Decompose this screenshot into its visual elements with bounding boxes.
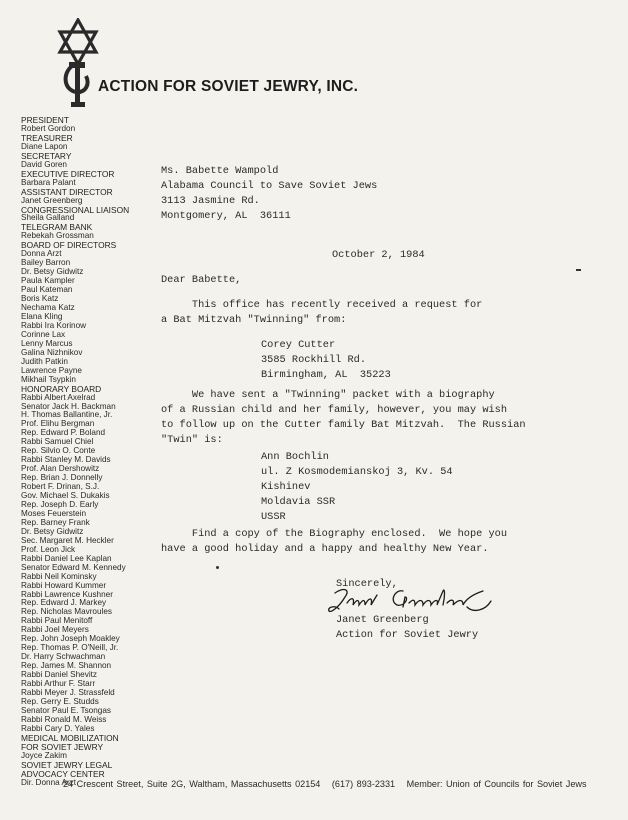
- organization-name: ACTION FOR SOVIET JEWRY, INC.: [98, 78, 359, 95]
- twin-address: [261, 450, 453, 525]
- roster-name: Rabbi Cary D. Yales: [21, 723, 95, 733]
- roster-name: Rep. Edward P. Boland: [21, 428, 106, 438]
- roster-name: Elana Kling: [21, 311, 63, 321]
- roster-name: Lawrence Payne: [21, 365, 82, 375]
- roster-heading: EXECUTIVE DIRECTOR: [21, 168, 115, 179]
- roster-name: Rep. James M. Shannon: [21, 661, 112, 671]
- para2-line: "Twin" is:: [161, 434, 223, 446]
- roster-name: Prof. Leon Jick: [21, 544, 76, 554]
- roster-name: Gov. Michael S. Dukakis: [21, 491, 110, 501]
- recipient-line: Ms. Babette Wampold: [161, 165, 279, 177]
- roster-name: Robert F. Drinan, S.J.: [21, 482, 100, 492]
- roster-name: Rebekah Grossman: [21, 231, 94, 241]
- roster-name: Rep. Nicholas Mavroules: [21, 607, 113, 617]
- roster-name: Donna Arzt: [21, 249, 62, 259]
- paragraph-2: [161, 388, 526, 448]
- roster-name: Dr. Betsy Gidwitz: [21, 526, 84, 536]
- ink-mark: [576, 269, 581, 271]
- roster-name: H. Thomas Ballantine, Jr.: [21, 410, 113, 420]
- roster-name: Barbara Palant: [21, 177, 76, 187]
- para2-line: of a Russian child and her family, however, you may wish: [161, 404, 508, 416]
- roster-name: Lenny Marcus: [21, 338, 73, 348]
- roster-name: Rabbi Albert Axelrad: [21, 392, 96, 402]
- roster-name: Corinne Lax: [21, 329, 66, 339]
- signer-name: Janet Greenberg: [336, 614, 429, 626]
- footer-address: 24 Crescent Street, Suite 2G, Waltham, Massachusetts 02154: [63, 779, 321, 789]
- ink-mark: [216, 566, 219, 569]
- roster-heading: SECRETARY: [21, 150, 72, 161]
- roster-name: Rep. Thomas P. O'Neill, Jr.: [21, 643, 119, 653]
- roster-name: Rep. Edward J. Markey: [21, 598, 107, 608]
- roster-heading: ADVOCACY CENTER: [21, 768, 105, 779]
- roster-heading: SOVIET JEWRY LEGAL: [21, 759, 113, 770]
- roster-name: Rabbi Daniel Lee Kaplan: [21, 553, 112, 563]
- roster-name: Bailey Barron: [21, 258, 71, 268]
- paragraph-1: [161, 298, 482, 328]
- roster-name: Sheila Galland: [21, 213, 75, 223]
- salutation: Dear Babette,: [161, 274, 242, 286]
- para3-line: have a good holiday and a happy and healthy New Year.: [161, 543, 489, 555]
- roster-name: Moses Feuerstein: [21, 508, 87, 518]
- roster-name: Dr. Betsy Gidwitz: [21, 267, 84, 277]
- roster-name: Janet Greenberg: [21, 195, 83, 205]
- roster-name: Paul Kateman: [21, 285, 73, 295]
- para2-line: to follow up on the Cutter family Bat Mitzvah. The Russian: [161, 419, 526, 431]
- para1-line: This office has recently received a request for: [161, 299, 483, 311]
- roster-name: David Goren: [21, 159, 67, 169]
- roster-name: Dir. Donna Arzt: [21, 777, 77, 787]
- roster-name: Rep. Brian J. Donnelly: [21, 473, 103, 483]
- roster-name: Rabbi Ira Korinow: [21, 320, 87, 330]
- roster-name: Rabbi Joel Meyers: [21, 625, 89, 635]
- roster-name: Rep. Joseph D. Early: [21, 499, 99, 509]
- requester-line: Birmingham, AL 35223: [261, 369, 391, 381]
- recipient-line: Alabama Council to Save Soviet Jews: [161, 180, 378, 192]
- roster-name: Rabbi Howard Kummer: [21, 580, 107, 590]
- roster-name: Rabbi Arthur F. Starr: [21, 679, 96, 689]
- roster-name: Diane Lapon: [21, 141, 68, 151]
- roster-name: Rep. John Joseph Moakley: [21, 634, 120, 644]
- roster-name: Joyce Zakim: [21, 750, 67, 760]
- recipient-address: [161, 164, 377, 224]
- roster-name: Rabbi Ronald M. Weiss: [21, 714, 107, 724]
- roster-name: Judith Patkin: [21, 356, 68, 366]
- para1-line: a Bat Mitzvah "Twinning" from:: [161, 314, 347, 326]
- roster-heading: BOARD OF DIRECTORS: [21, 240, 117, 251]
- roster-heading: HONORARY BOARD: [21, 383, 102, 394]
- letter-date: October 2, 1984: [332, 249, 425, 261]
- roster-name: Boris Katz: [21, 294, 59, 304]
- roster-name: Dr. Harry Schwachman: [21, 652, 106, 662]
- footer-phone: (617) 893-2331: [331, 779, 396, 789]
- roster-heading: CONGRESSIONAL LIAISON: [21, 204, 130, 215]
- footer: [63, 779, 595, 789]
- roster-name: Nechama Katz: [21, 303, 75, 313]
- requester-address: [261, 338, 391, 383]
- roster-name: Senator Jack H. Backman: [21, 401, 116, 411]
- roster-heading: FOR SOVIET JEWRY: [21, 741, 104, 752]
- paragraph-3: [161, 527, 507, 557]
- roster-name: Sec. Margaret M. Heckler: [21, 535, 114, 545]
- recipient-line: 3113 Jasmine Rd.: [161, 195, 260, 207]
- roster-name: Rep. Silvio O. Conte: [21, 446, 96, 456]
- officers-roster: [21, 116, 143, 787]
- roster-name: Rabbi Paul Menitoff: [21, 616, 93, 626]
- roster-name: Mikhail Tsypkin: [21, 374, 76, 384]
- letter-body: [161, 0, 601, 641]
- para2-line: We have sent a "Twinning" packet with a biography: [161, 389, 495, 401]
- roster-name: Robert Gordon: [21, 123, 76, 133]
- roster-heading: PRESIDENT: [21, 115, 69, 125]
- roster-name: Rabbi Lawrence Kushner: [21, 589, 113, 599]
- handwritten-signature: [325, 583, 500, 619]
- footer-membership: Member: Union of Councils for Soviet Jews: [406, 779, 587, 789]
- roster-heading: ASSISTANT DIRECTOR: [21, 186, 113, 197]
- roster-name: Prof. Alan Dershowitz: [21, 464, 100, 474]
- roster-name: Rep. Gerry E. Studds: [21, 696, 99, 706]
- roster-name: Senator Edward M. Kennedy: [21, 562, 126, 572]
- star-of-david-hammer-sickle-icon: [52, 18, 104, 110]
- para3-line: Find a copy of the Biography enclosed. We hope you: [161, 528, 508, 540]
- roster-name: Rabbi Samuel Chiel: [21, 437, 94, 447]
- twin-line: ul. Z Kosmodemianskoj 3, Kv. 54: [261, 466, 453, 478]
- twin-line: Ann Bochlin: [261, 451, 329, 463]
- roster-name: Senator Paul E. Tsongas: [21, 705, 111, 715]
- roster-name: Rep. Barney Frank: [21, 517, 90, 527]
- signer-organization: Action for Soviet Jewry: [336, 629, 479, 641]
- roster-heading: TELEGRAM BANK: [21, 222, 93, 233]
- twin-line: Moldavia SSR: [261, 496, 336, 508]
- recipient-line: Montgomery, AL 36111: [161, 210, 291, 222]
- roster-heading: MEDICAL MOBILIZATION: [21, 732, 119, 743]
- roster-name: Rabbi Daniel Shevitz: [21, 670, 98, 680]
- requester-line: 3585 Rockhill Rd.: [261, 354, 367, 366]
- requester-line: Corey Cutter: [261, 339, 336, 351]
- roster-name: Galina Nizhnikov: [21, 347, 83, 357]
- twin-line: USSR: [261, 511, 286, 523]
- roster-name: Rabbi Meyer J. Strassfeld: [21, 688, 115, 697]
- roster-heading: TREASURER: [21, 132, 73, 143]
- roster-name: Rabbi Stanley M. Davids: [21, 455, 111, 465]
- twin-line: Kishinev: [261, 481, 311, 493]
- roster-name: Paula Kampler: [21, 276, 75, 286]
- roster-name: Rabbi Neil Kominsky: [21, 571, 97, 581]
- roster-name: Prof. Elihu Bergman: [21, 419, 95, 429]
- closing: Sincerely,: [336, 578, 398, 590]
